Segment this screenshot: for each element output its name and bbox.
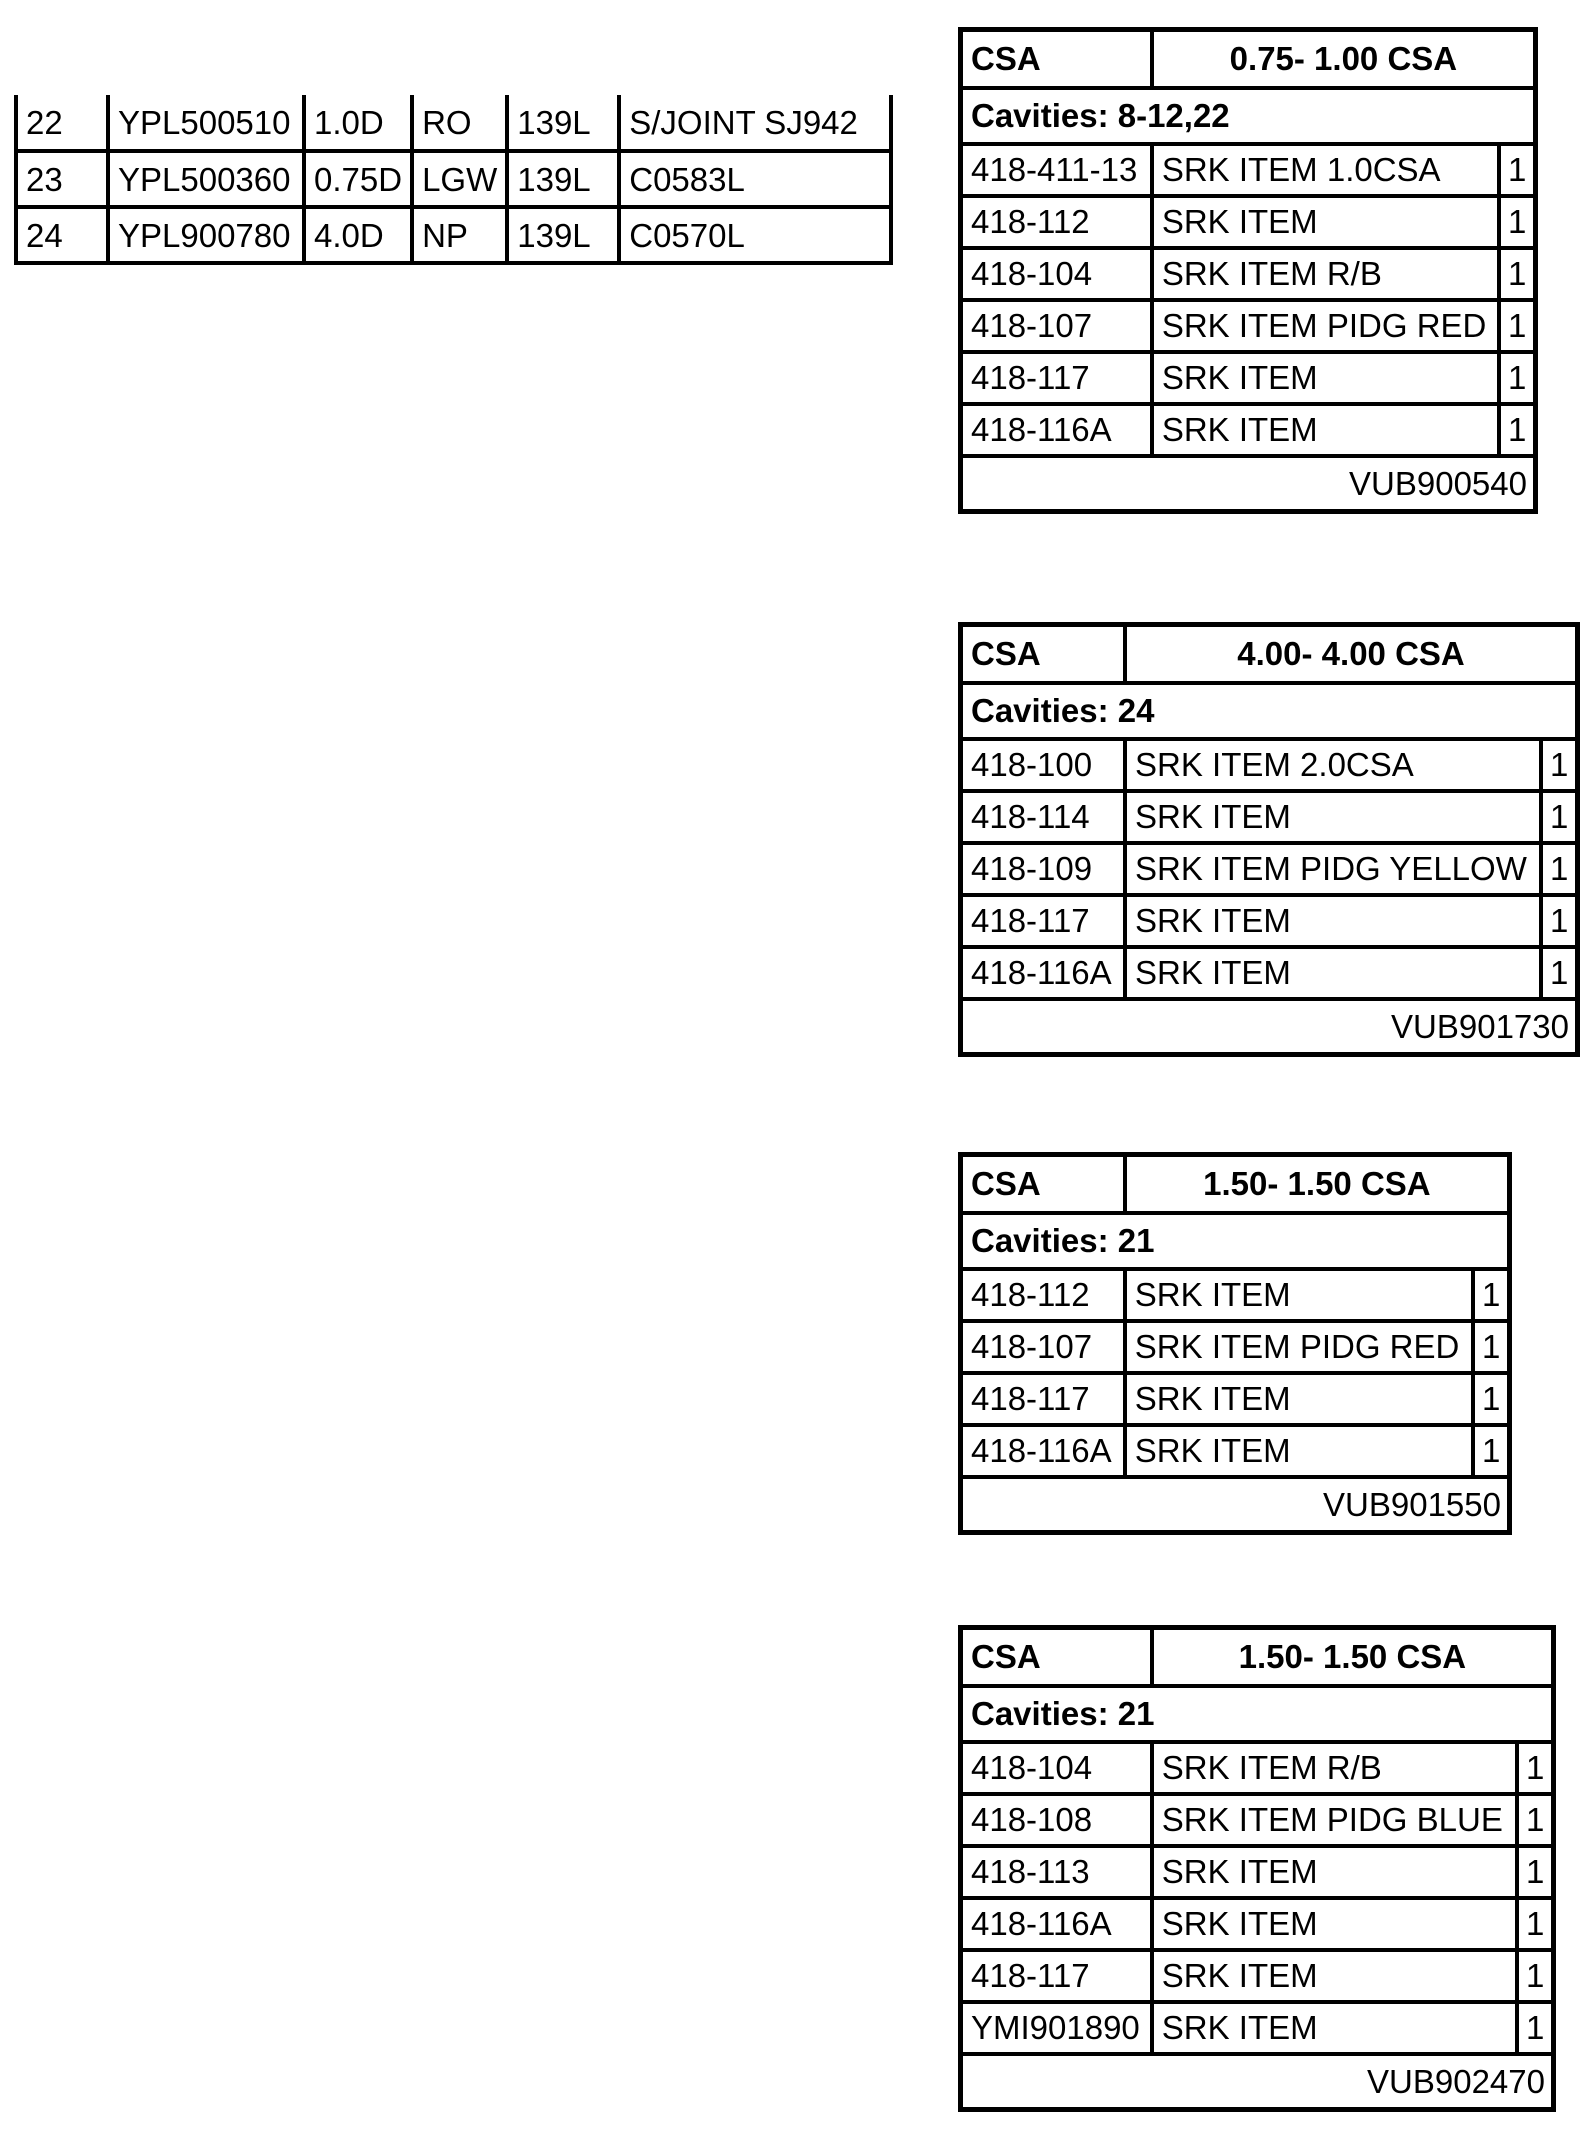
csa-item-qty: 1 xyxy=(1473,1425,1509,1477)
csa-item-row xyxy=(961,1742,1554,1794)
csa-footer-part: VUB902470 xyxy=(961,2054,1554,2110)
csa-item-desc: SRK ITEM xyxy=(1125,1425,1474,1477)
wire-color: LGW xyxy=(412,151,507,207)
wire-length: 139L xyxy=(507,95,619,151)
csa-item-desc: SRK ITEM PIDG RED xyxy=(1152,300,1499,352)
csa-item-part: 418-114 xyxy=(961,791,1126,843)
csa-range: 1.50- 1.50 CSA xyxy=(1125,1155,1510,1213)
csa-header-row xyxy=(961,30,1536,88)
wire-destination: C0570L xyxy=(619,207,891,263)
csa-header-row xyxy=(961,625,1578,683)
csa-item-qty: 1 xyxy=(1517,2002,1553,2054)
wire-part: YPL500510 xyxy=(108,95,304,151)
csa-item-row xyxy=(961,196,1536,248)
csa-footer-part: VUB900540 xyxy=(961,456,1536,512)
csa-item-row xyxy=(961,1794,1554,1846)
wire-size: 0.75D xyxy=(304,151,412,207)
wire-color: RO xyxy=(412,95,507,151)
csa-item-desc: SRK ITEM xyxy=(1152,2002,1517,2054)
csa-range: 1.50- 1.50 CSA xyxy=(1152,1628,1554,1686)
csa-label: CSA xyxy=(961,625,1126,683)
csa-item-qty: 1 xyxy=(1473,1321,1509,1373)
csa-item-desc: SRK ITEM R/B xyxy=(1152,248,1499,300)
csa-item-row xyxy=(961,1269,1510,1321)
wire-destination: C0583L xyxy=(619,151,891,207)
wire-table xyxy=(14,95,893,265)
csa-item-row xyxy=(961,144,1536,196)
csa-label: CSA xyxy=(961,1628,1152,1686)
csa-item-qty: 1 xyxy=(1541,947,1577,999)
csa-item-qty: 1 xyxy=(1541,895,1577,947)
wire-color: NP xyxy=(412,207,507,263)
csa-item-row xyxy=(961,739,1578,791)
csa-item-row xyxy=(961,1950,1554,2002)
csa-item-part: 418-104 xyxy=(961,1742,1152,1794)
csa-item-desc: SRK ITEM xyxy=(1152,352,1499,404)
csa-item-part: 418-116A xyxy=(961,947,1126,999)
csa-cavities: Cavities: 21 xyxy=(961,1213,1510,1269)
wire-cavity: 24 xyxy=(16,207,108,263)
csa-item-part: 418-411-13 xyxy=(961,144,1152,196)
csa-item-part: 418-112 xyxy=(961,196,1152,248)
csa-item-row xyxy=(961,1898,1554,1950)
csa-item-desc: SRK ITEM xyxy=(1125,947,1541,999)
csa-item-row xyxy=(961,2002,1554,2054)
csa-item-desc: SRK ITEM xyxy=(1125,1373,1474,1425)
csa-item-desc: SRK ITEM xyxy=(1152,1846,1517,1898)
csa-item-desc: SRK ITEM R/B xyxy=(1152,1742,1517,1794)
csa-item-part: 418-117 xyxy=(961,1373,1125,1425)
csa-footer-part: VUB901550 xyxy=(961,1477,1510,1533)
wire-part: YPL900780 xyxy=(108,207,304,263)
csa-cavities-row xyxy=(961,683,1578,739)
csa-item-qty: 1 xyxy=(1499,196,1535,248)
wire-row xyxy=(16,207,891,263)
csa-item-qty: 1 xyxy=(1499,248,1535,300)
csa-item-row xyxy=(961,843,1578,895)
csa-item-desc: SRK ITEM PIDG RED xyxy=(1125,1321,1474,1373)
csa-box xyxy=(958,1625,1556,2112)
wire-row xyxy=(16,95,891,151)
csa-item-part: 418-116A xyxy=(961,404,1152,456)
csa-item-part: YMI901890 xyxy=(961,2002,1152,2054)
wire-cavity: 22 xyxy=(16,95,108,151)
csa-label: CSA xyxy=(961,1155,1125,1213)
csa-item-desc: SRK ITEM xyxy=(1125,791,1541,843)
csa-item-part: 418-116A xyxy=(961,1425,1125,1477)
csa-item-qty: 1 xyxy=(1517,1794,1553,1846)
csa-header-row xyxy=(961,1155,1510,1213)
csa-item-desc: SRK ITEM xyxy=(1125,1269,1474,1321)
csa-item-part: 418-107 xyxy=(961,300,1152,352)
csa-item-part: 418-109 xyxy=(961,843,1126,895)
csa-item-desc: SRK ITEM xyxy=(1125,895,1541,947)
csa-cavities-row xyxy=(961,1686,1554,1742)
csa-item-row xyxy=(961,1425,1510,1477)
csa-item-qty: 1 xyxy=(1499,144,1535,196)
wire-length: 139L xyxy=(507,151,619,207)
csa-item-row xyxy=(961,947,1578,999)
csa-item-row xyxy=(961,1846,1554,1898)
csa-item-row xyxy=(961,404,1536,456)
wire-cavity: 23 xyxy=(16,151,108,207)
csa-item-qty: 1 xyxy=(1517,1898,1553,1950)
csa-item-part: 418-112 xyxy=(961,1269,1125,1321)
csa-box xyxy=(958,1152,1512,1535)
wire-part: YPL500360 xyxy=(108,151,304,207)
csa-item-row xyxy=(961,352,1536,404)
csa-item-qty: 1 xyxy=(1517,1950,1553,2002)
csa-cavities-row xyxy=(961,88,1536,144)
csa-item-qty: 1 xyxy=(1499,404,1535,456)
csa-item-row xyxy=(961,1373,1510,1425)
csa-item-qty: 1 xyxy=(1499,300,1535,352)
csa-item-row xyxy=(961,248,1536,300)
wire-size: 4.0D xyxy=(304,207,412,263)
csa-label: CSA xyxy=(961,30,1152,88)
csa-item-qty: 1 xyxy=(1541,791,1577,843)
csa-item-qty: 1 xyxy=(1499,352,1535,404)
csa-range: 4.00- 4.00 CSA xyxy=(1125,625,1577,683)
csa-cavities-row xyxy=(961,1213,1510,1269)
csa-box xyxy=(958,27,1538,514)
csa-item-desc: SRK ITEM xyxy=(1152,196,1499,248)
csa-range: 0.75- 1.00 CSA xyxy=(1152,30,1536,88)
csa-item-qty: 1 xyxy=(1541,739,1577,791)
csa-item-part: 418-108 xyxy=(961,1794,1152,1846)
csa-item-qty: 1 xyxy=(1517,1846,1553,1898)
csa-header-row xyxy=(961,1628,1554,1686)
csa-item-part: 418-100 xyxy=(961,739,1126,791)
csa-item-part: 418-117 xyxy=(961,895,1126,947)
csa-item-row xyxy=(961,300,1536,352)
csa-item-desc: SRK ITEM xyxy=(1152,404,1499,456)
csa-cavities: Cavities: 21 xyxy=(961,1686,1554,1742)
wire-destination: S/JOINT SJ942 xyxy=(619,95,891,151)
csa-footer-row xyxy=(961,2054,1554,2110)
csa-box xyxy=(958,622,1580,1057)
csa-footer-row xyxy=(961,456,1536,512)
wire-size: 1.0D xyxy=(304,95,412,151)
csa-item-qty: 1 xyxy=(1473,1373,1509,1425)
csa-cavities: Cavities: 24 xyxy=(961,683,1578,739)
wire-row xyxy=(16,151,891,207)
csa-footer-part: VUB901730 xyxy=(961,999,1578,1055)
csa-footer-row xyxy=(961,999,1578,1055)
csa-footer-row xyxy=(961,1477,1510,1533)
csa-item-desc: SRK ITEM PIDG YELLOW xyxy=(1125,843,1541,895)
csa-item-qty: 1 xyxy=(1517,1742,1553,1794)
csa-item-row xyxy=(961,791,1578,843)
csa-item-desc: SRK ITEM xyxy=(1152,1898,1517,1950)
csa-item-desc: SRK ITEM 1.0CSA xyxy=(1152,144,1499,196)
csa-item-desc: SRK ITEM xyxy=(1152,1950,1517,2002)
csa-item-row xyxy=(961,895,1578,947)
csa-item-part: 418-107 xyxy=(961,1321,1125,1373)
csa-item-part: 418-117 xyxy=(961,352,1152,404)
csa-item-part: 418-104 xyxy=(961,248,1152,300)
csa-item-desc: SRK ITEM PIDG BLUE xyxy=(1152,1794,1517,1846)
csa-item-qty: 1 xyxy=(1473,1269,1509,1321)
csa-cavities: Cavities: 8-12,22 xyxy=(961,88,1536,144)
csa-item-part: 418-117 xyxy=(961,1950,1152,2002)
csa-item-qty: 1 xyxy=(1541,843,1577,895)
csa-item-row xyxy=(961,1321,1510,1373)
csa-item-part: 418-113 xyxy=(961,1846,1152,1898)
wire-length: 139L xyxy=(507,207,619,263)
csa-item-desc: SRK ITEM 2.0CSA xyxy=(1125,739,1541,791)
csa-item-part: 418-116A xyxy=(961,1898,1152,1950)
